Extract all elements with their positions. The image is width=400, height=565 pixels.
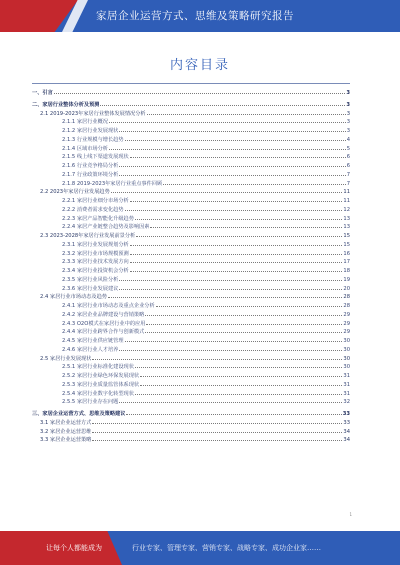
toc-entry-label: 2.2.1 家居行业细分市场分析 bbox=[62, 198, 129, 204]
toc-entry-label: 二、家居行业整体分析及预测 bbox=[32, 101, 100, 108]
toc-entry[interactable] bbox=[32, 222, 350, 231]
toc-entry-page: 18 bbox=[343, 268, 350, 274]
toc-entry-page: 13 bbox=[343, 224, 350, 231]
toc-entry[interactable] bbox=[32, 152, 350, 161]
toc-leader-dots bbox=[130, 257, 343, 263]
toc-entry[interactable] bbox=[32, 170, 350, 179]
toc-entry-page: 31 bbox=[343, 390, 350, 397]
toc-leader-dots bbox=[111, 187, 343, 193]
toc-leader-dots bbox=[119, 345, 342, 351]
toc-entry[interactable] bbox=[32, 409, 350, 418]
toc-leader-dots bbox=[92, 354, 342, 360]
toc-leader-dots bbox=[135, 214, 342, 220]
toc-entry-page: 30 bbox=[343, 364, 350, 371]
toc-entry-label: 2.2 2023年家居行业发展趋势 bbox=[40, 189, 110, 196]
toc-leader-dots bbox=[119, 170, 345, 176]
toc-entry-label: 2.1 2019-2023年家居行业整体发展情况分析 bbox=[40, 110, 146, 117]
toc-entry-page: 19 bbox=[343, 276, 350, 283]
toc-entry[interactable] bbox=[32, 336, 350, 345]
toc-entry[interactable] bbox=[32, 301, 350, 310]
toc-entry[interactable] bbox=[32, 319, 350, 328]
toc-entry-page: 31 bbox=[343, 373, 350, 379]
toc-leader-dots bbox=[109, 144, 346, 150]
toc-entry-label: 2.3.1 家居行业发展规划分析 bbox=[62, 241, 129, 248]
toc-entry[interactable] bbox=[32, 135, 350, 144]
table-of-contents bbox=[32, 88, 350, 444]
toc-leader-dots bbox=[140, 380, 342, 386]
toc-entry-label: 2.5.5 家居行业存在问题 bbox=[62, 399, 119, 406]
toc-entry[interactable] bbox=[32, 88, 350, 97]
toc-leader-dots bbox=[92, 435, 342, 441]
toc-entry-label: 2.3.2 家居行业市场规模预测 bbox=[62, 250, 129, 257]
toc-leader-dots bbox=[125, 205, 343, 211]
report-title: 家居企业运营方式、思维及策略研究报告 bbox=[96, 10, 294, 22]
toc-entry-label: 2.5 家居行业发展现状 bbox=[40, 355, 92, 362]
toc-entry-label: 2.2.3 家居产品智能化升级趋势 bbox=[62, 215, 134, 222]
toc-entry-label: 2.2.4 家居产业链整合趋势及影响因素 bbox=[62, 224, 150, 231]
toc-entry-page: 6 bbox=[346, 163, 350, 169]
toc-entry-page: 29 bbox=[343, 320, 350, 327]
toc-leader-dots bbox=[145, 327, 342, 333]
toc-entry[interactable] bbox=[32, 292, 350, 301]
toc-entry[interactable] bbox=[32, 310, 350, 319]
toc-entry-page: 30 bbox=[343, 355, 350, 362]
toc-entry[interactable] bbox=[32, 109, 350, 118]
toc-entry[interactable] bbox=[32, 427, 350, 436]
toc-divider bbox=[32, 83, 350, 84]
toc-entry-page: 33 bbox=[342, 411, 350, 417]
toc-entry-page: 3 bbox=[346, 119, 350, 126]
toc-entry-label: 2.3 2023-2028年家居行业发展前景分析 bbox=[40, 233, 136, 239]
toc-entry[interactable] bbox=[32, 345, 350, 354]
toc-entry-label: 2.5.1 家居行业标准化建设现状 bbox=[62, 364, 134, 371]
footer-slogan: 让每个人都能成为 bbox=[46, 544, 102, 552]
toc-entry-label: 2.1.5 线上线下渠道发展现状 bbox=[62, 154, 129, 161]
toc-entry[interactable] bbox=[32, 371, 350, 380]
toc-entry-page: 11 bbox=[343, 189, 350, 196]
toc-leader-dots bbox=[135, 389, 342, 395]
toc-entry[interactable] bbox=[32, 266, 350, 275]
toc-entry[interactable] bbox=[32, 240, 350, 249]
toc-entry-page: 34 bbox=[343, 437, 350, 444]
toc-entry-page: 15 bbox=[343, 233, 350, 239]
toc-entry-page: 7 bbox=[346, 180, 350, 187]
toc-leader-dots bbox=[147, 109, 346, 115]
toc-leader-dots bbox=[92, 427, 342, 433]
toc-entry-page: 29 bbox=[343, 329, 350, 336]
toc-entry-page: 3 bbox=[346, 101, 350, 108]
toc-entry[interactable] bbox=[32, 284, 350, 293]
toc-entry-label: 2.2.2 消费者需求变化趋势 bbox=[62, 206, 124, 213]
toc-leader-dots bbox=[125, 336, 343, 342]
toc-leader-dots bbox=[156, 301, 343, 307]
toc-entry[interactable] bbox=[32, 362, 350, 371]
toc-entry-page: 30 bbox=[343, 338, 350, 344]
toc-entry-label: 2.5.2 家居行业绿色环保发展现状 bbox=[62, 373, 140, 379]
toc-entry[interactable] bbox=[32, 100, 350, 109]
toc-leader-dots bbox=[145, 310, 342, 316]
toc-leader-dots bbox=[119, 275, 342, 281]
toc-entry[interactable] bbox=[32, 275, 350, 284]
report-footer-banner bbox=[0, 531, 400, 565]
toc-entry-label: 2.3.6 家居行业发展建议 bbox=[62, 285, 119, 292]
toc-entry[interactable] bbox=[32, 214, 350, 223]
toc-leader-dots bbox=[126, 409, 341, 415]
toc-entry-page: 30 bbox=[343, 346, 350, 353]
toc-entry-page: 4 bbox=[346, 136, 350, 143]
toc-leader-dots bbox=[130, 152, 346, 158]
toc-entry-label: 3.1 家居企业运营方式 bbox=[40, 419, 92, 426]
toc-entry-label: 2.1.3 行业规模与增长趋势 bbox=[62, 136, 124, 143]
toc-leader-dots bbox=[119, 284, 342, 290]
toc-entry[interactable] bbox=[32, 196, 350, 205]
toc-entry-page: 33 bbox=[343, 419, 350, 426]
toc-entry[interactable] bbox=[32, 126, 350, 135]
toc-heading: 内容目录 bbox=[169, 58, 230, 73]
toc-entry-page: 7 bbox=[346, 171, 350, 178]
toc-entry[interactable] bbox=[32, 231, 350, 240]
toc-entry[interactable] bbox=[32, 187, 350, 196]
toc-leader-dots bbox=[109, 117, 346, 123]
toc-entry-page: 28 bbox=[343, 294, 350, 301]
toc-entry-label: 3.2 家居企业运营思维 bbox=[40, 428, 92, 435]
toc-entry[interactable] bbox=[32, 144, 350, 153]
toc-leader-dots bbox=[135, 362, 342, 368]
toc-entry-label: 2.4.5 家居行业供应链管理 bbox=[62, 338, 124, 344]
toc-entry-label: 2.4.2 家居企业品牌建设与营销策略 bbox=[62, 311, 145, 318]
footer-roles: 行业专家、管理专家、营销专家、战略专家、成功企业家…… bbox=[132, 544, 321, 552]
toc-entry[interactable] bbox=[32, 435, 350, 444]
toc-entry-page: 20 bbox=[343, 285, 350, 292]
page-number: 1 bbox=[349, 512, 352, 517]
toc-leader-dots bbox=[92, 418, 342, 424]
toc-entry-page: 3 bbox=[346, 110, 350, 117]
toc-entry[interactable] bbox=[32, 117, 350, 126]
toc-entry-page: 31 bbox=[343, 381, 350, 388]
toc-leader-dots bbox=[163, 179, 346, 185]
toc-leader-dots bbox=[54, 88, 346, 94]
toc-entry[interactable] bbox=[32, 249, 350, 258]
toc-entry-label: 2.4.3 O2O模式在家居行业中的应用 bbox=[62, 320, 146, 327]
toc-entry[interactable] bbox=[32, 205, 350, 214]
toc-entry-label: 2.1.7 行业政策环境分析 bbox=[62, 171, 119, 178]
toc-entry[interactable] bbox=[32, 380, 350, 389]
toc-entry-page: 29 bbox=[343, 311, 350, 318]
toc-entry-page: 5 bbox=[346, 145, 350, 152]
toc-entry[interactable] bbox=[32, 327, 350, 336]
toc-leader-dots bbox=[136, 231, 342, 237]
toc-leader-dots bbox=[140, 371, 342, 377]
toc-leader-dots bbox=[119, 126, 345, 132]
toc-entry-page: 16 bbox=[343, 250, 350, 257]
toc-entry-label: 2.1.4 区域市场分析 bbox=[62, 145, 108, 152]
toc-entry[interactable] bbox=[32, 354, 350, 363]
toc-entry-page: 17 bbox=[343, 259, 350, 266]
toc-entry-page: 28 bbox=[343, 303, 350, 309]
toc-entry-page: 15 bbox=[343, 241, 350, 248]
toc-entry-page: 11 bbox=[343, 198, 350, 204]
toc-leader-dots bbox=[146, 319, 342, 325]
toc-entry-label: 三、家居企业运营方式、思维及策略建议 bbox=[32, 411, 126, 417]
toc-leader-dots bbox=[130, 266, 343, 272]
toc-entry-label: 2.4.4 家居行业跨界合作与创新模式 bbox=[62, 329, 145, 336]
toc-entry-page: 12 bbox=[343, 206, 350, 213]
toc-entry-label: 2.1.1 家居行业概况 bbox=[62, 119, 108, 126]
toc-entry[interactable] bbox=[32, 161, 350, 170]
toc-entry-label: 2.4.1 家居行业市场动态及重点企业分析 bbox=[62, 303, 155, 309]
toc-entry[interactable] bbox=[32, 397, 350, 406]
toc-entry[interactable] bbox=[32, 418, 350, 427]
toc-entry-page: 3 bbox=[346, 90, 350, 96]
toc-entry-label: 2.3.4 家居行业投资机会分析 bbox=[62, 268, 129, 274]
toc-leader-dots bbox=[119, 397, 342, 403]
toc-entry[interactable] bbox=[32, 389, 350, 398]
toc-leader-dots bbox=[130, 240, 343, 246]
toc-entry-label: 2.1.8 2019-2023年家居行业重点事件回顾 bbox=[62, 180, 163, 187]
toc-entry[interactable] bbox=[32, 257, 350, 266]
toc-entry-label: 2.3.3 家居行业技术发展方向 bbox=[62, 259, 129, 266]
toc-entry-page: 32 bbox=[343, 399, 350, 406]
toc-entry-label: 2.4 家居行业市场动态及趋势 bbox=[40, 294, 107, 301]
toc-entry-label: 2.3.5 家居行业风险分析 bbox=[62, 276, 119, 283]
toc-leader-dots bbox=[130, 196, 343, 202]
toc-entry-page: 13 bbox=[343, 215, 350, 222]
toc-entry[interactable] bbox=[32, 179, 350, 188]
toc-entry-label: 2.4.6 家居行业人才培养 bbox=[62, 346, 119, 353]
toc-entry-label: 2.5.3 家居行业质量监管体系现状 bbox=[62, 381, 140, 388]
toc-leader-dots bbox=[125, 135, 346, 141]
toc-leader-dots bbox=[100, 100, 345, 106]
toc-entry-label: 3.3 家居企业运营策略 bbox=[40, 437, 92, 444]
toc-leader-dots bbox=[150, 222, 342, 228]
toc-entry-label: 2.5.4 家居行业数字化转型现状 bbox=[62, 390, 134, 397]
toc-leader-dots bbox=[130, 249, 343, 255]
toc-entry-label: 2.1.6 行业竞争格局分析 bbox=[62, 163, 119, 169]
toc-entry-page: 34 bbox=[343, 428, 350, 435]
toc-leader-dots bbox=[119, 161, 345, 167]
toc-entry-page: 3 bbox=[346, 128, 350, 134]
report-header-banner bbox=[0, 0, 400, 32]
toc-entry-page: 6 bbox=[346, 154, 350, 161]
toc-entry-label: 2.1.2 家居行业发展现状 bbox=[62, 128, 119, 134]
toc-leader-dots bbox=[108, 292, 342, 298]
toc-entry-label: 一、引言 bbox=[32, 90, 53, 96]
